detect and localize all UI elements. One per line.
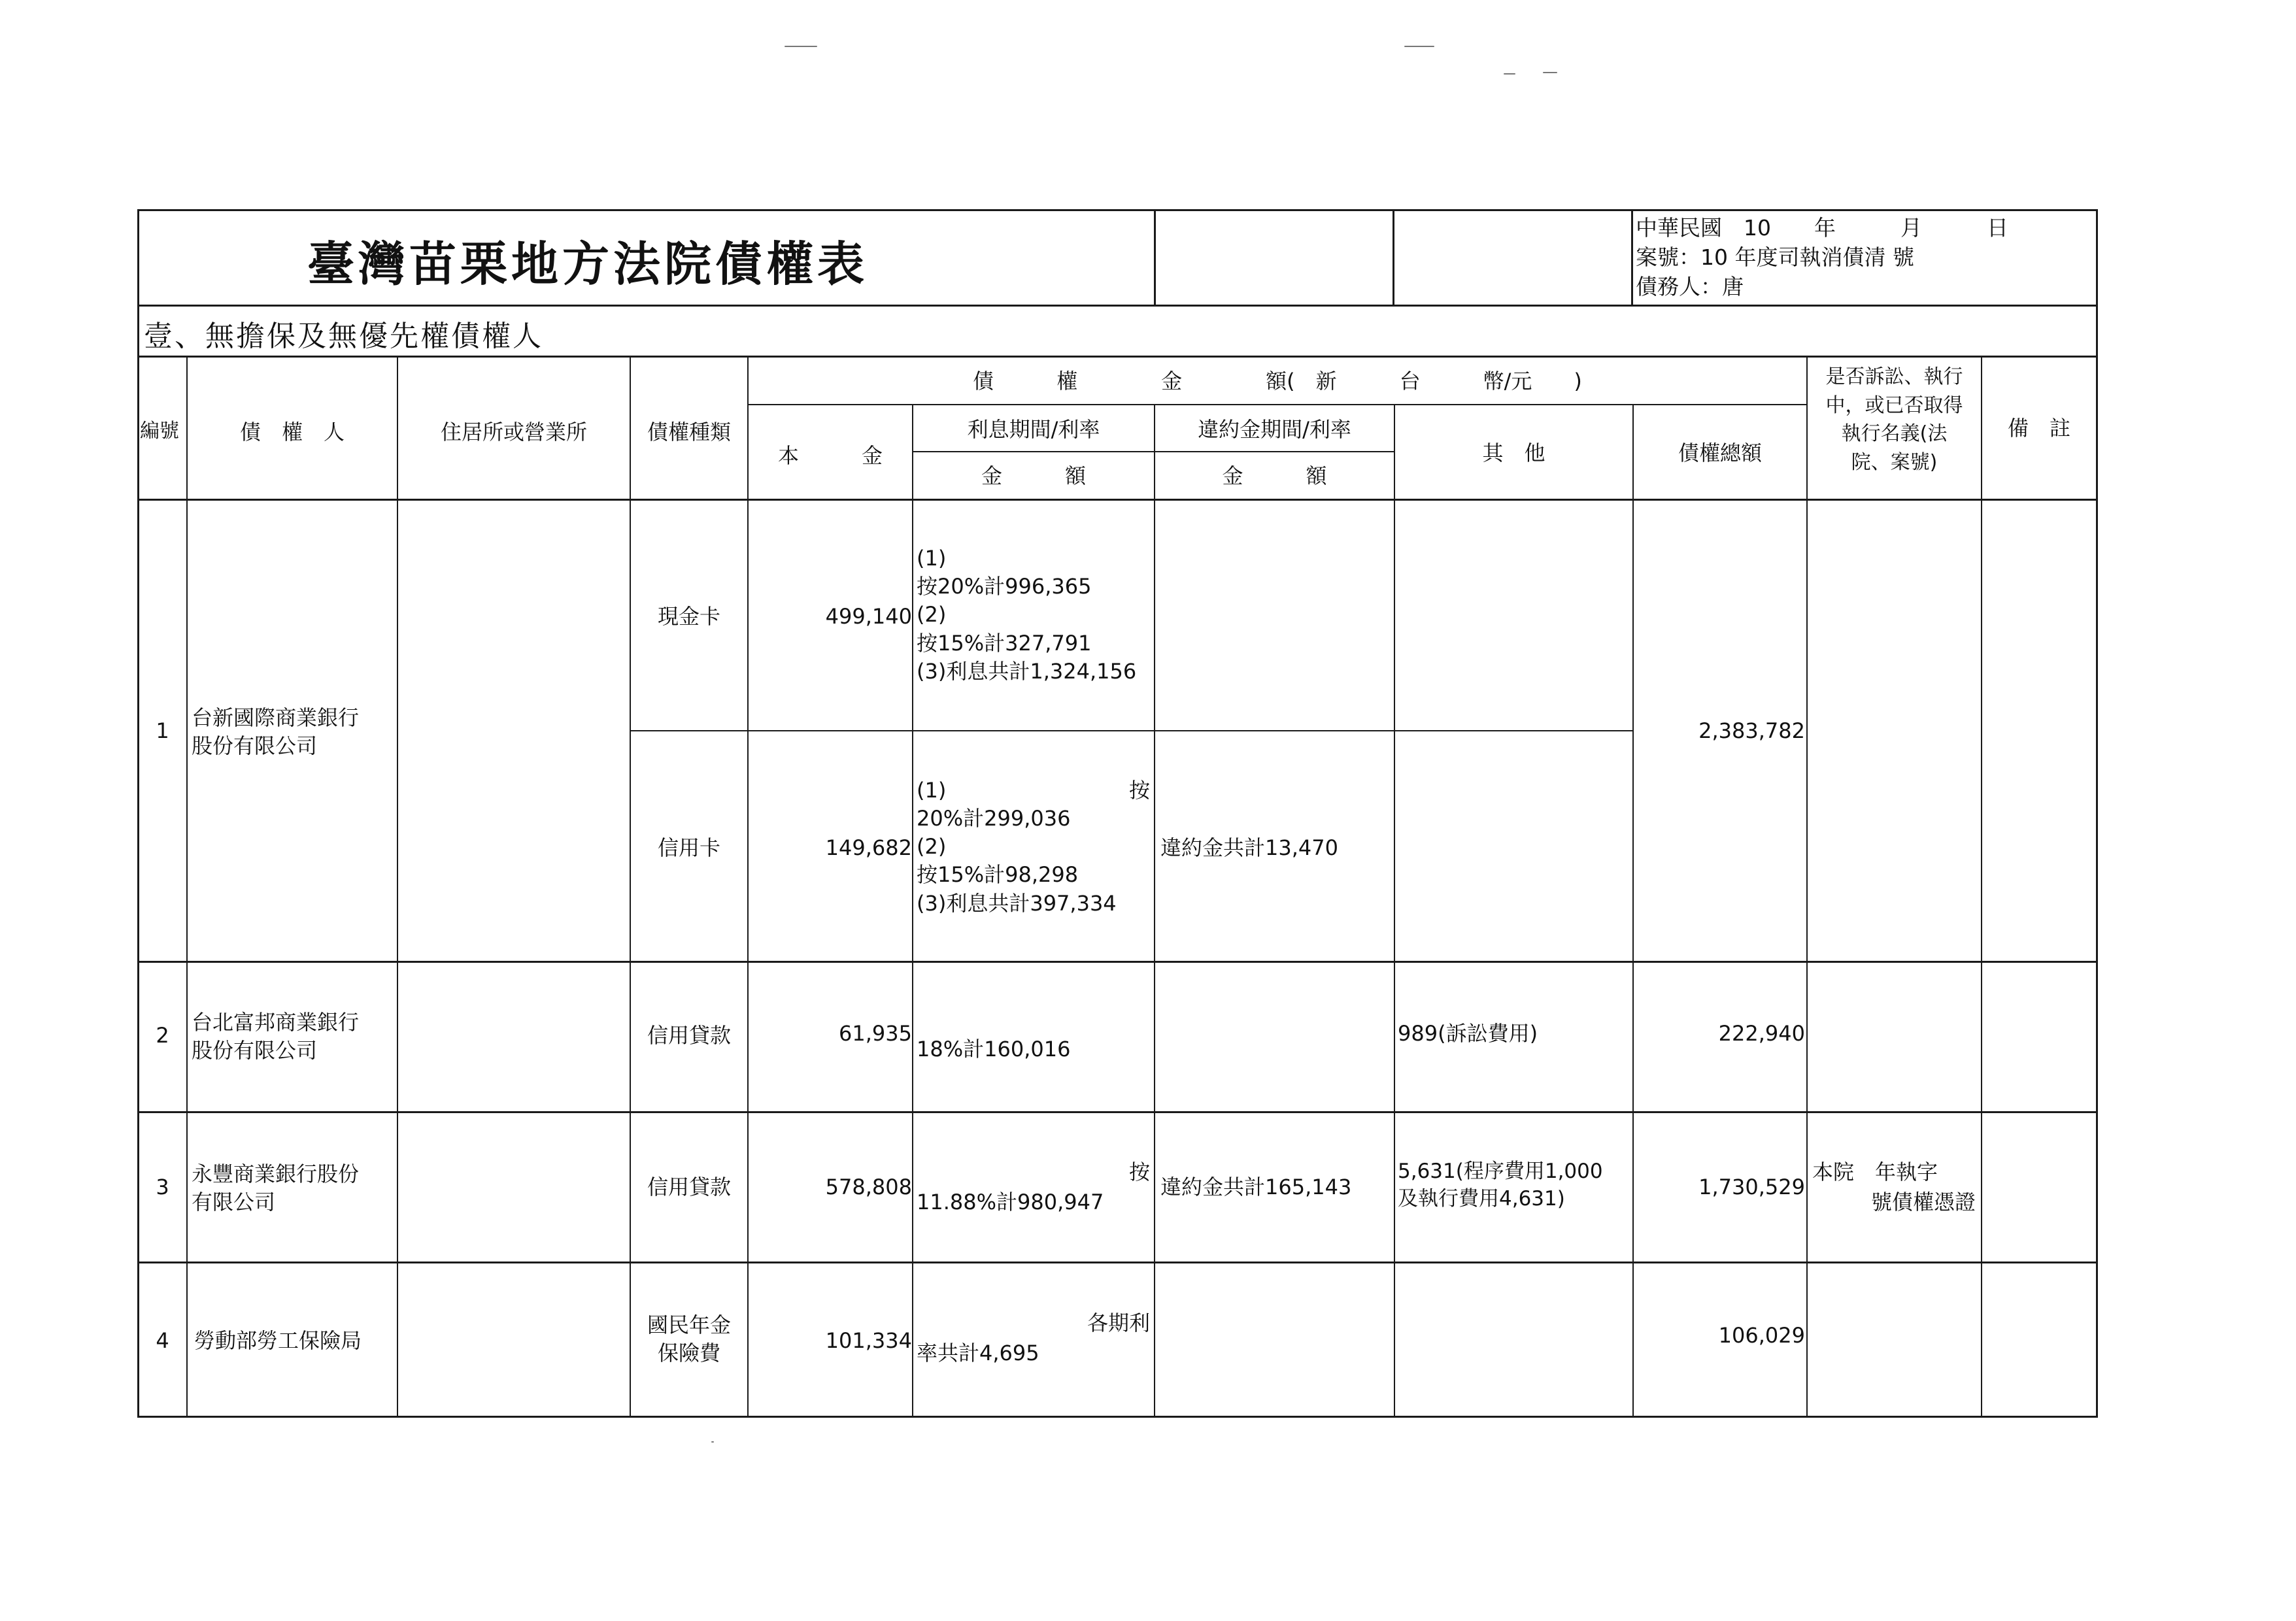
interest-detail: (1) 按20%計996,365 (2) 按15%計327,791 (3)利息共計1,324,156 bbox=[917, 546, 1137, 684]
interest-detail: 11.88%計980,947 bbox=[917, 1190, 1104, 1214]
creditor-name: 永豐商業銀行股份 有限公司 bbox=[192, 1161, 360, 1215]
interest-label: (1) bbox=[917, 778, 947, 803]
interest-detail: 18%計160,016 bbox=[917, 1037, 1071, 1061]
header-other: 其 他 bbox=[1482, 441, 1545, 465]
penalty-detail: 違約金共計165,143 bbox=[1160, 1175, 1352, 1199]
interest-detail: 20%計299,036 (2) 按15%計98,298 (3)利息共計397,334 bbox=[917, 806, 1117, 916]
debt-type: 信用貸款 bbox=[647, 1175, 731, 1199]
header-interest-amount: 金 額 bbox=[981, 463, 1086, 488]
row-number: 1 bbox=[156, 718, 169, 743]
interest-detail: 率共計4,695 bbox=[917, 1341, 1039, 1365]
header-penalty-amount: 金 額 bbox=[1222, 463, 1327, 488]
principal-amount: 61,935 bbox=[839, 1021, 912, 1046]
debtor-name: 債務人：唐 bbox=[1636, 274, 1744, 299]
principal-amount: 101,334 bbox=[825, 1328, 912, 1353]
interest-label: 各期利 bbox=[1087, 1311, 1150, 1335]
interest-label: 按 bbox=[1128, 778, 1150, 803]
header-type: 債權種類 bbox=[647, 420, 731, 444]
header-litigation: 是否訴訟、執行 中，或已否取得 執行名義(法 院、案號) bbox=[1825, 365, 1963, 474]
debt-type: 現金卡 bbox=[657, 604, 720, 629]
case-number: 案號：10 年度司執消債清 號 bbox=[1636, 244, 1914, 270]
header-no: 編號 bbox=[140, 420, 179, 443]
page-title: 臺灣苗栗地方法院債權表 bbox=[307, 236, 869, 292]
header-address: 住居所或營業所 bbox=[440, 420, 587, 444]
litigation-detail: 號債權憑證 bbox=[1870, 1190, 1976, 1214]
creditor-name: 台北富邦商業銀行 股份有限公司 bbox=[192, 1010, 360, 1063]
principal-amount: 149,682 bbox=[825, 835, 912, 860]
debt-type: 國民年金 保險費 bbox=[647, 1312, 731, 1366]
scan-mark bbox=[785, 46, 817, 47]
debt-type: 信用卡 bbox=[657, 835, 720, 860]
interest-label: 按 bbox=[1128, 1160, 1150, 1184]
total-amount: 106,029 bbox=[1718, 1323, 1805, 1348]
debt-type: 信用貸款 bbox=[647, 1023, 731, 1048]
total-amount: 2,383,782 bbox=[1698, 718, 1805, 743]
scan-mark bbox=[711, 1441, 714, 1443]
row-number: 4 bbox=[156, 1328, 169, 1353]
scan-mark bbox=[1543, 72, 1557, 73]
row-number: 2 bbox=[156, 1023, 169, 1048]
section-title: 壹、無擔保及無優先權債權人 bbox=[144, 320, 543, 353]
row-number: 3 bbox=[156, 1175, 169, 1199]
header-penalty: 違約金期間/利率 bbox=[1198, 417, 1351, 442]
principal-amount: 578,808 bbox=[825, 1175, 912, 1199]
header-creditor: 債 權 人 bbox=[239, 420, 345, 444]
header-principal: 本 金 bbox=[777, 443, 883, 468]
other-detail: 5,631(程序費用1,000 及執行費用4,631) bbox=[1398, 1160, 1603, 1211]
scan-mark bbox=[1404, 46, 1434, 47]
principal-amount: 499,140 bbox=[825, 604, 912, 629]
penalty-detail: 違約金共計13,470 bbox=[1160, 835, 1338, 860]
scan-mark bbox=[1504, 73, 1515, 75]
header-remark: 備 註 bbox=[2007, 416, 2070, 441]
header-amount-group: 債 權 金 額( 新 台 幣/元 ) bbox=[973, 369, 1582, 393]
litigation-detail: 本院 年執字 bbox=[1812, 1160, 1938, 1184]
creditor-name: 勞動部勞工保險局 bbox=[194, 1328, 362, 1353]
creditor-name: 台新國際商業銀行 股份有限公司 bbox=[192, 705, 360, 759]
date-field: 中華民國 10 年 月 日 bbox=[1636, 215, 2008, 241]
total-amount: 1,730,529 bbox=[1698, 1175, 1805, 1199]
other-detail: 989(訴訟費用) bbox=[1398, 1021, 1538, 1046]
header-total: 債權總額 bbox=[1678, 441, 1762, 465]
header-interest: 利息期間/利率 bbox=[967, 417, 1100, 442]
total-amount: 222,940 bbox=[1718, 1021, 1805, 1046]
